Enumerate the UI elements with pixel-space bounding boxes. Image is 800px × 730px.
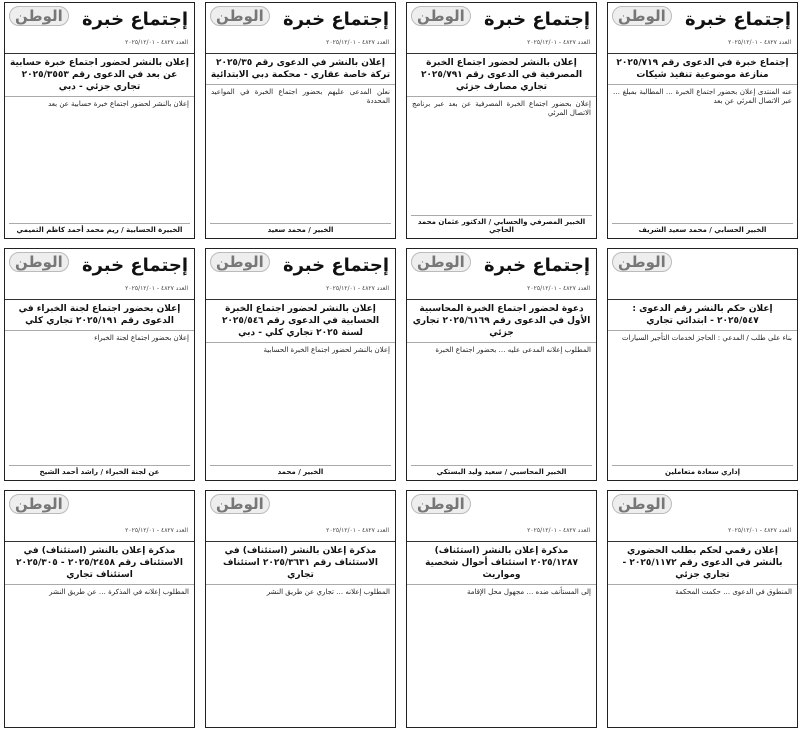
newspaper-logo: الوطن [210,252,270,272]
newspaper-logo: الوطن [210,6,270,26]
ad-date: العدد ٤٨٢٧ - ٢٠٢٥/١٢/٠١ [125,285,188,292]
newspaper-logo: الوطن [612,494,672,514]
ad-kind: إجتماع خبرة [282,255,389,276]
ad-card [205,490,396,728]
ad-signature: الخبير / محمد سعيد [210,223,391,234]
ad-title: مذكرة إعلان بالنشر (استئناف) ٢٠٢٥/١٢٨٧ استئناف أحوال شخصية ومواريث [407,542,596,585]
ad-date: العدد ٤٨٢٧ - ٢٠٢٥/١٢/٠١ [125,39,188,46]
ad-header [608,491,797,542]
ad-title: إعلان بالنشر لحضور اجتماع خبرة حسابية عن بعد في الدعوى رقم ٢٠٢٥/٣٥٥٣ تجاري جزئي - دبي [5,54,194,97]
ad-date: العدد ٤٨٢٧ - ٢٠٢٥/١٢/٠١ [728,39,791,46]
ad-body: المنطوق في الدعوى … حكمت المحكمة [675,588,792,596]
ad-signature: الخبيرة الحسابية / ريم محمد أحمد كاظم التميمي [9,223,190,234]
ad-body: إعلان بالنشر لحضور اجتماع خبرة حسابية عن بعد [48,100,189,108]
newspaper-logo: الوطن [612,252,672,272]
ad-signature: إداري سعادة متعاملين [612,465,793,476]
ad-title: إعلان بحضور اجتماع لجنة الخبراء في الدعوى رقم ٢٠٢٥/١٩١ تجاري كلي [5,300,194,331]
newspaper-logo: الوطن [612,6,672,26]
ad-date: العدد ٤٨٢٧ - ٢٠٢٥/١٢/٠١ [326,285,389,292]
ad-date: العدد ٤٨٢٧ - ٢٠٢٥/١٢/٠١ [527,39,590,46]
ad-card [406,2,597,239]
newspaper-logo: الوطن [411,494,471,514]
ad-header [407,491,596,542]
ad-card [205,248,396,481]
ad-body: إلى المستأنف ضده … مجهول محل الإقامة [466,588,591,596]
ad-kind: إجتماع خبرة [282,9,389,30]
ad-date: العدد ٤٨٢٧ - ٢٠٢٥/١٢/٠١ [326,527,389,534]
ad-header [5,491,194,542]
newspaper-logo: الوطن [210,494,270,514]
ad-title: مذكرة إعلان بالنشر (استئناف) في الاستئناف رقم ٢٠٢٥/٢٤٥٨ - ٢٠٢٥/٣٠٥ استئناف تجاري [5,542,194,585]
ad-date: العدد ٤٨٢٧ - ٢٠٢٥/١٢/٠١ [125,527,188,534]
ad-title: إعلان بالنشر لحضور اجتماع الخبرة الحسابية في الدعوى رقم ٢٠٢٥/٥٤٦ لسنة ٢٠٢٥ تجاري كلي - دبي [206,300,395,343]
newspaper-logo: الوطن [411,252,471,272]
ad-signature: عن لجنة الخبراء / راشد أحمد الشيخ [9,465,190,476]
ad-title: إعلان بالنشر في الدعوى رقم ٢٠٢٥/٣٥ تركة خاصة عقاري - محكمة دبي الابتدائية [206,54,395,85]
ad-card [406,490,597,728]
ad-title: مذكرة إعلان بالنشر (استئناف) في الاستئناف رقم ٢٠٢٥/٣٦٣١ استئناف تجاري [206,542,395,585]
ad-card [205,2,396,239]
ad-header [5,3,194,54]
ad-card [4,490,195,728]
ad-signature: الخبير المصرفي والحسابي / الدكتور عثمان محمد الحاجي [411,215,592,234]
ads-grid [2,2,798,728]
ad-header [407,249,596,300]
ad-kind: إجتماع خبرة [483,9,590,30]
ad-body: بناء على طلب / المدعي : الحاجز لخدمات التأجير السيارات [622,334,792,342]
ad-header [5,249,194,300]
ad-header [608,3,797,54]
ad-kind: إجتماع خبرة [483,255,590,276]
ad-kind: إجتماع خبرة [81,9,188,30]
ad-kind: إجتماع خبرة [81,255,188,276]
ad-title: دعوة لحضور اجتماع الخبرة المحاسبية الأول في الدعوى رقم ٢٠٢٥/٦١٦٩ تجاري جزئي [407,300,596,343]
ad-card [406,248,597,481]
ad-card [607,248,798,481]
ad-date: العدد ٤٨٢٧ - ٢٠٢٥/١٢/٠١ [527,285,590,292]
ad-date: العدد ٤٨٢٧ - ٢٠٢٥/١٢/٠١ [326,39,389,46]
ad-date: العدد ٤٨٢٧ - ٢٠٢٥/١٢/٠١ [728,527,791,534]
ad-card [4,2,195,239]
ad-header [608,249,797,300]
ad-signature: الخبير الحسابي / محمد سعيد الشريف [612,223,793,234]
newspaper-logo: الوطن [9,252,69,272]
ad-body: إعلان بحضور اجتماع لجنة الخبراء [94,334,189,342]
ad-date: العدد ٤٨٢٧ - ٢٠٢٥/١٢/٠١ [527,527,590,534]
ad-header [206,3,395,54]
ad-header [206,491,395,542]
ad-body: عنه المنتدى إعلان بحضور اجتماع الخبرة … المطالبة بمبلغ … عبر الاتصال المرئي عن بعد [613,88,792,105]
ad-body: إعلان بحضور اجتماع الخبرة المصرفية عن بعد عبر برنامج الاتصال المرئي [412,100,591,117]
ad-kind: إجتماع خبرة [684,9,791,30]
ad-header [206,249,395,300]
newspaper-logo: الوطن [9,6,69,26]
ad-signature: الخبير / محمد [210,465,391,476]
ad-header [407,3,596,54]
ad-body: المطلوب إعلانه المدعى عليه … بحضور اجتماع الخبرة [435,346,591,354]
ad-body: إعلان بالنشر لحضور اجتماع الخبرة الحسابية [263,346,390,354]
ad-title: إعلان بالنشر لحضور اجتماع الخبرة المصرفية في الدعوى رقم ٢٠٢٥/٧٩١ تجاري مصارف جزئي [407,54,596,97]
ad-card [607,490,798,728]
ad-body: المطلوب إعلانه في المذكرة … عن طريق النشر [49,588,189,596]
ad-card [4,248,195,481]
ad-title: إجتماع خبرة في الدعوى رقم ٢٠٢٥/٧١٩ منازعة موضوعية تنفيذ شيكات [608,54,797,85]
newspaper-logo: الوطن [411,6,471,26]
ad-signature: الخبير المحاسبي / سعيد وليد البستكي [411,465,592,476]
ad-card [607,2,798,239]
ad-body: نعلن المدعى عليهم بحضور اجتماع الخبرة في المواعيد المحددة [211,88,390,105]
ad-body: المطلوب إعلانه … تجاري عن طريق النشر [266,588,390,596]
ad-title: إعلان رقمي لحكم بطلب الحضوري بالنشر في الدعوى رقم ٢٠٢٥/١١٧٢ - تجاري جزئي [608,542,797,585]
ad-title: إعلان حكم بالنشر رقم الدعوى : ٢٠٢٥/٥٤٧ - ابتدائي تجاري [608,300,797,331]
newspaper-logo: الوطن [9,494,69,514]
